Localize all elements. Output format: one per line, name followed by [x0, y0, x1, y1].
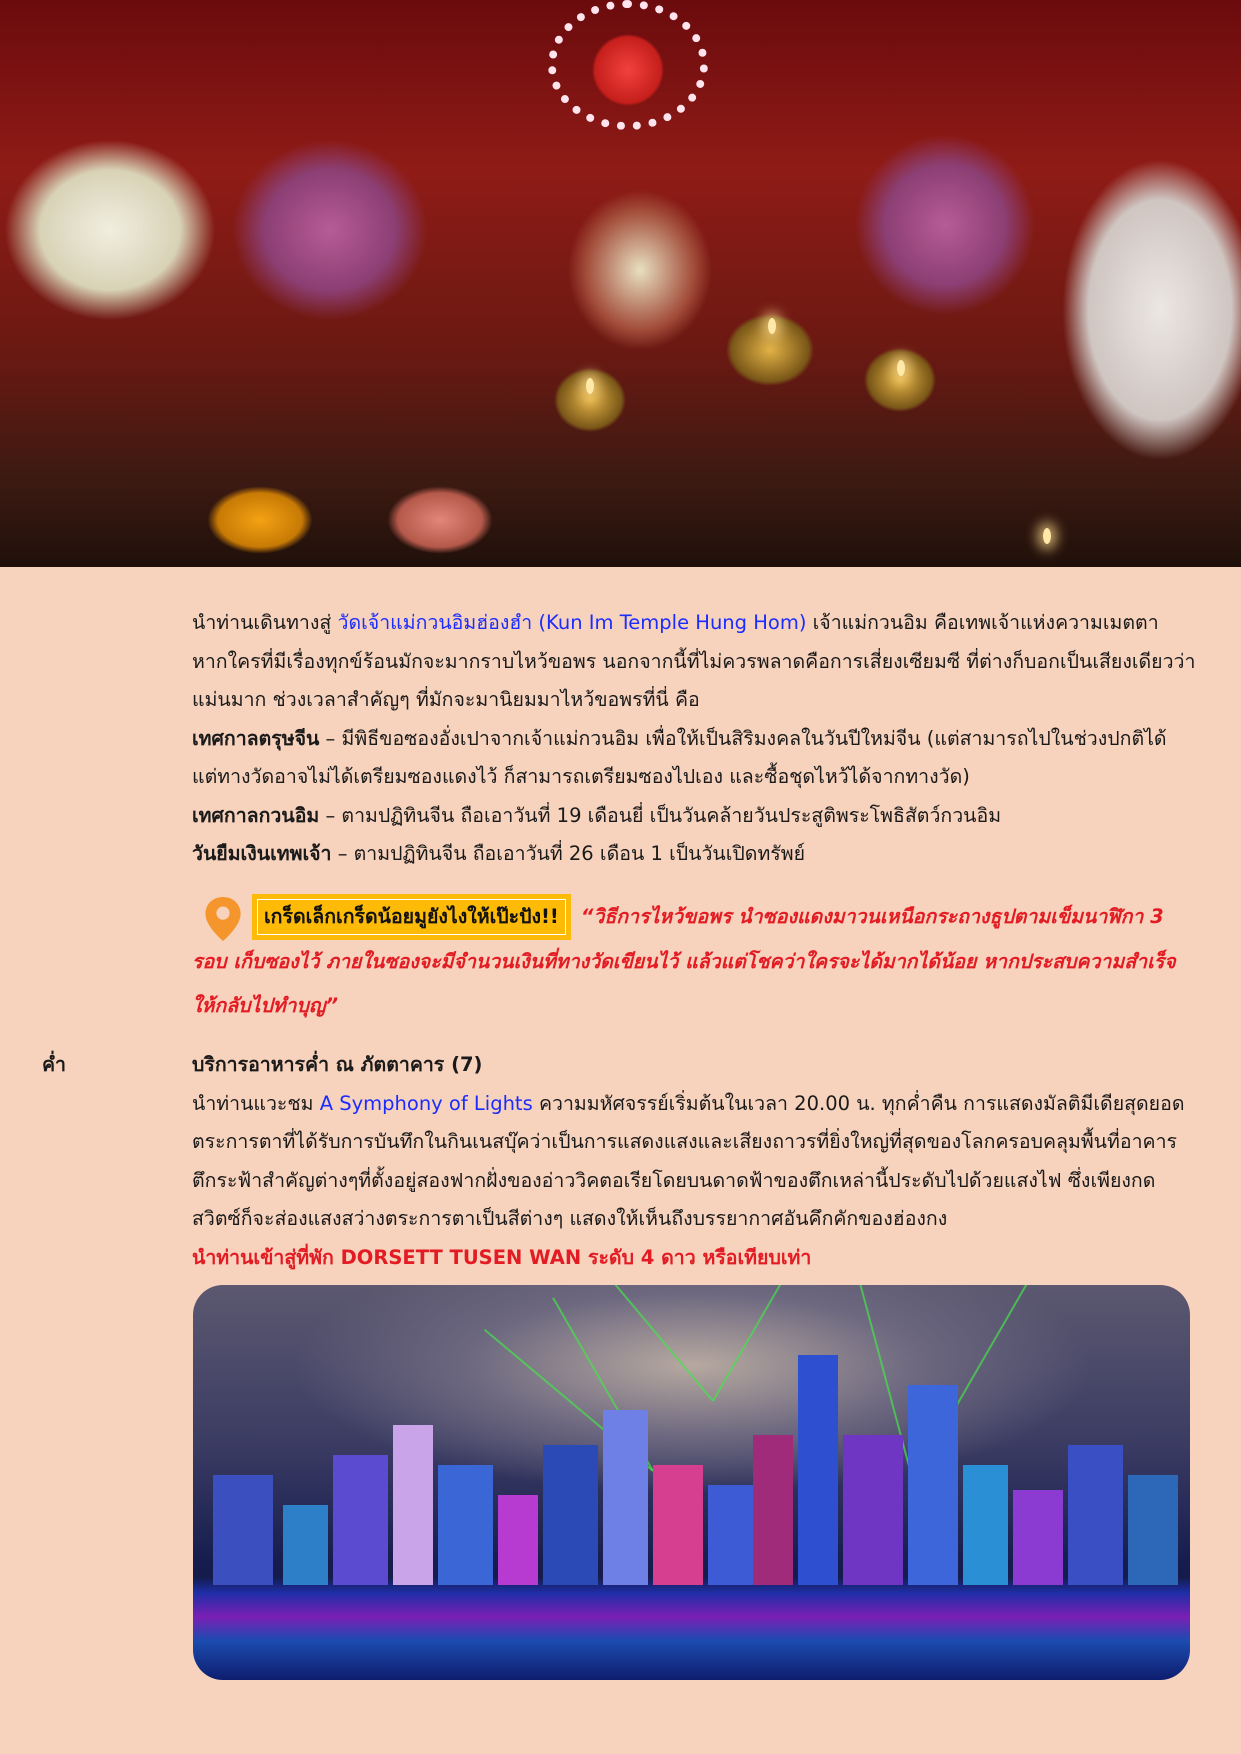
festival-item — [192, 797, 1197, 836]
show-link[interactable]: A Symphony of Lights — [319, 1091, 533, 1115]
festival-name: เทศกาลกวนอิม — [192, 803, 320, 827]
candle-flame — [586, 378, 594, 394]
dinner-title: บริการอาหารค่ำ ณ ภัตตาคาร (7) — [192, 1053, 483, 1076]
festival-name: วันยืมเงินเทพเจ้า — [192, 842, 332, 865]
temple-link[interactable]: วัดเจ้าแม่กวนอิมฮ่องฮำ (Kun Im Temple Hung Hom) — [337, 611, 807, 634]
intro-lead: นำท่านเดินทางสู่ — [192, 611, 338, 634]
candle-flame — [768, 318, 776, 334]
show-lead: นำท่านแวะชม — [192, 1091, 320, 1115]
festival-name: เทศกาลตรุษจีน — [192, 726, 320, 750]
show-paragraph — [192, 1085, 1197, 1239]
temple-altar-photo — [0, 0, 1241, 567]
show-rest: ความมหัศจรรย์เริ่มต้นในเวลา 20.00 น. ทุกค่ำคืน การแสดงมัลติมีเดียสุดยอดตระการตาที่ได้รับการบันทึกในกินเนสบุ๊คว่าเป็นการแสดงแสงและเสียงถาวรที่ยิ่งใหญ่ที่สุดของโลกครอบคลุมพื้นที่อาคารตึกระฟ้าสำคัญต่างๆที่ตั้งอยู่สองฟากฝั่งของอ่าววิคตอเรียโดยบนดาดฟ้าของตึกเหล่านี้ประดับไปด้วยแสงไฟ ซึ่งเพียงกดสวิตซ์ก็จะส่องแสงสว่างตระการตาเป็นสีต่างๆ แสดงให้เห็นถึงบรรยากาศอันคึกคักของฮ่องกง — [192, 1091, 1185, 1230]
dinner-section — [192, 1046, 1197, 1277]
festival-desc: – ตามปฏิทินจีน ถือเอาวันที่ 26 เดือน 1 เป็นวันเปิดทรัพย์ — [331, 842, 806, 865]
hotel-note: นำท่านเข้าสู่ที่พัก DORSETT TUSEN WAN ระดับ 4 ดาว หรือเทียบเท่า — [192, 1245, 812, 1269]
altar-light-ring — [548, 0, 708, 130]
festival-item — [192, 720, 1197, 797]
intro-rest: เจ้าแม่กวนอิม คือเทพเจ้าแห่งความเมตตา หากใครที่มีเรื่องทุกข์ร้อนมักจะมากราบไหว้ขอพร นอกจากนี้ที่ไม่ควรพลาดคือการเสี่ยงเซียมซี ที่ต่างก็บอกเป็นเสียงเดียวว่าแม่นมาก ช่วงเวลาสำคัญๆ ที่มักจะมานิยมมาไหว้ขอพรที่นี่ คือ — [192, 611, 1196, 711]
candle-flame — [1043, 528, 1051, 544]
festival-item — [192, 835, 1197, 874]
symphony-of-lights-photo — [193, 1285, 1190, 1680]
temple-section — [192, 604, 1197, 874]
festival-desc: – มีพิธีขอซองอั่งเปาจากเจ้าแม่กวนอิม เพื่อให้เป็นสิริมงคลในวันปีใหม่จีน (แต่สามารถไปในช่วงปกติได้ แต่ทางวัดอาจไม่ได้เตรียมซองแดงไว้ ก็สามารถเตรียมซองไปเอง และซื้อชุดไหว้ได้จากทางวัด) — [192, 726, 1167, 788]
intro-paragraph — [192, 604, 1197, 720]
tip-label: เกร็ดเล็กเกร็ดน้อยมูยังไงให้เป๊ะปัง!! — [252, 894, 571, 940]
dinner-time-label: ค่ำ — [42, 1053, 66, 1076]
tip-quote: “วิธีการไหว้ขอพร นำซองแดงมาวนเหนือกระถางธูปตามเข็มนาฬิกา 3 รอบ เก็บซองไว้ ภายในซองจะมีจำนวนเงินที่ทางวัดเขียนไว้ แล้วแต่โชคว่าใครจะได้มากได้น้อย หากประสบความสำเร็จให้กลับไปทำบุญ” — [192, 905, 1176, 1017]
tip-box — [192, 894, 1197, 1028]
candle-flame — [897, 360, 905, 376]
festival-desc: – ตามปฏิทินจีน ถือเอาวันที่ 19 เดือนยี่ เป็นวันคล้ายวันประสูติพระโพธิสัตว์กวนอิม — [319, 803, 1002, 827]
